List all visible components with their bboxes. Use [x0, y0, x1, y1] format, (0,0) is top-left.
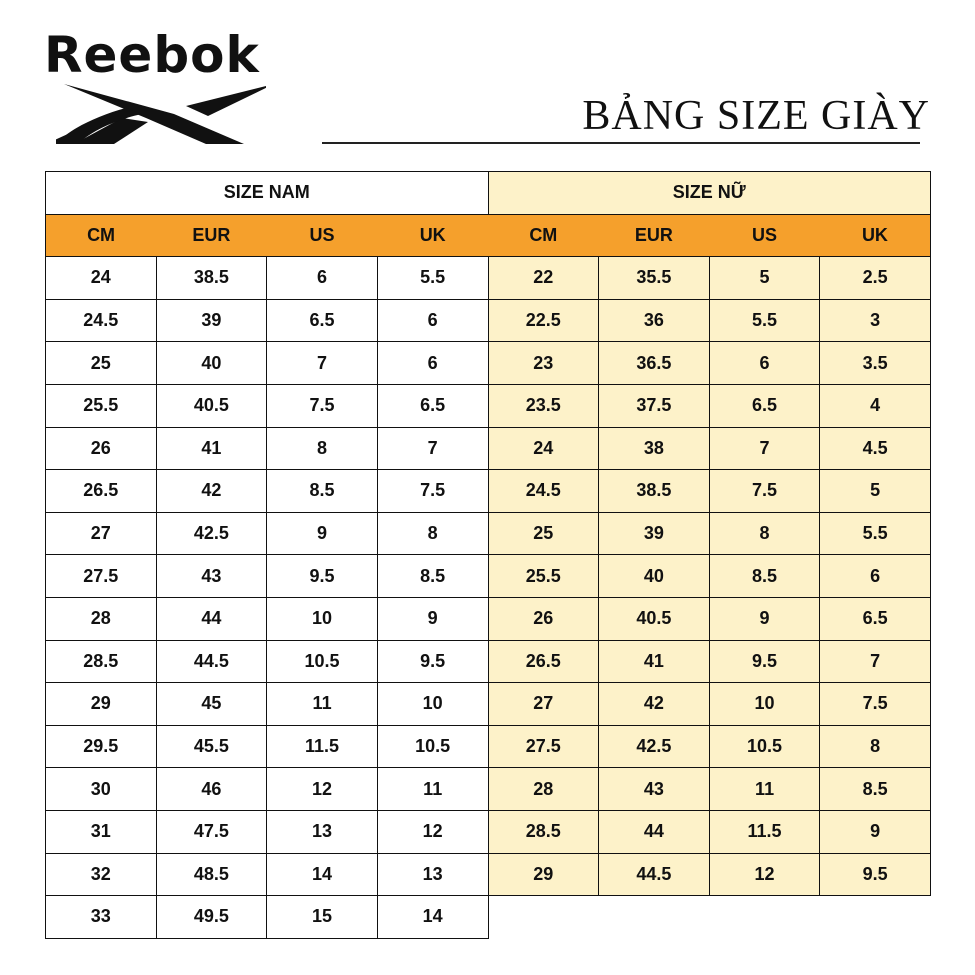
men-uk-cell: 7.5	[377, 470, 488, 513]
women-eur-cell: 36	[599, 299, 710, 342]
women-eur-cell: 39	[599, 512, 710, 555]
men-uk-cell: 8	[377, 512, 488, 555]
men-us-cell: 8	[267, 427, 378, 470]
men-eur-cell: 42	[156, 470, 267, 513]
women-us-cell: 11	[709, 768, 820, 811]
men-uk-cell: 6.5	[377, 384, 488, 427]
group-header-row	[46, 172, 931, 215]
women-cm-cell: 22	[488, 257, 599, 300]
men-uk-cell: 6	[377, 299, 488, 342]
women-cm-cell: 26.5	[488, 640, 599, 683]
men-cm-cell: 29.5	[46, 725, 157, 768]
men-cm-cell: 24.5	[46, 299, 157, 342]
men-us-cell: 6.5	[267, 299, 378, 342]
men-uk-cell: 10	[377, 683, 488, 726]
women-cm-cell: 28.5	[488, 810, 599, 853]
women-cm-cell: 22.5	[488, 299, 599, 342]
table-row	[46, 810, 931, 853]
table-row	[46, 640, 931, 683]
men-cm-header: CM	[46, 214, 157, 257]
men-eur-cell: 42.5	[156, 512, 267, 555]
table-row	[46, 512, 931, 555]
men-eur-cell: 47.5	[156, 810, 267, 853]
men-us-cell: 15	[267, 896, 378, 939]
men-cm-cell: 27	[46, 512, 157, 555]
men-eur-cell: 39	[156, 299, 267, 342]
women-cm-cell: 28	[488, 768, 599, 811]
women-uk-cell: 9	[820, 810, 931, 853]
women-eur-cell: 37.5	[599, 384, 710, 427]
men-us-cell: 10	[267, 597, 378, 640]
title-divider	[322, 142, 920, 144]
men-size-header: SIZE NAM	[46, 172, 489, 215]
men-uk-cell: 9	[377, 597, 488, 640]
table-row	[46, 384, 931, 427]
women-eur-cell: 38.5	[599, 470, 710, 513]
women-uk-cell: 9.5	[820, 853, 931, 896]
women-uk-cell: 8.5	[820, 768, 931, 811]
column-header-row	[46, 214, 931, 257]
men-eur-cell: 44	[156, 597, 267, 640]
women-eur-cell: 43	[599, 768, 710, 811]
women-uk-cell: 4.5	[820, 427, 931, 470]
women-uk-cell: 7	[820, 640, 931, 683]
women-uk-cell: 8	[820, 725, 931, 768]
women-eur-cell: 36.5	[599, 342, 710, 385]
women-us-cell: 7	[709, 427, 820, 470]
men-uk-cell: 5.5	[377, 257, 488, 300]
women-us-cell: 12	[709, 853, 820, 896]
empty-cell	[488, 896, 931, 939]
table-row	[46, 342, 931, 385]
women-us-cell: 10.5	[709, 725, 820, 768]
men-eur-cell: 46	[156, 768, 267, 811]
men-eur-header: EUR	[156, 214, 267, 257]
table-row	[46, 725, 931, 768]
women-uk-cell: 3.5	[820, 342, 931, 385]
women-us-cell: 6	[709, 342, 820, 385]
table-row	[46, 896, 931, 939]
women-cm-header: CM	[488, 214, 599, 257]
men-eur-cell: 45	[156, 683, 267, 726]
table-row	[46, 683, 931, 726]
men-cm-cell: 25	[46, 342, 157, 385]
brand-wordmark: Reebok	[44, 26, 260, 84]
men-uk-cell: 9.5	[377, 640, 488, 683]
women-cm-cell: 27.5	[488, 725, 599, 768]
women-us-cell: 9.5	[709, 640, 820, 683]
women-eur-cell: 42.5	[599, 725, 710, 768]
table-row	[46, 555, 931, 598]
men-eur-cell: 43	[156, 555, 267, 598]
men-us-cell: 7.5	[267, 384, 378, 427]
women-us-cell: 5.5	[709, 299, 820, 342]
women-cm-cell: 25.5	[488, 555, 599, 598]
men-eur-cell: 41	[156, 427, 267, 470]
women-cm-cell: 27	[488, 683, 599, 726]
men-uk-cell: 7	[377, 427, 488, 470]
table-row	[46, 427, 931, 470]
men-cm-cell: 24	[46, 257, 157, 300]
men-us-cell: 13	[267, 810, 378, 853]
women-cm-cell: 26	[488, 597, 599, 640]
men-uk-header: UK	[377, 214, 488, 257]
women-eur-cell: 44.5	[599, 853, 710, 896]
men-uk-cell: 8.5	[377, 555, 488, 598]
men-us-header: US	[267, 214, 378, 257]
women-cm-cell: 23	[488, 342, 599, 385]
women-uk-cell: 6.5	[820, 597, 931, 640]
men-uk-cell: 12	[377, 810, 488, 853]
table-row	[46, 853, 931, 896]
women-eur-cell: 38	[599, 427, 710, 470]
women-eur-cell: 35.5	[599, 257, 710, 300]
women-us-cell: 11.5	[709, 810, 820, 853]
men-cm-cell: 25.5	[46, 384, 157, 427]
women-us-cell: 10	[709, 683, 820, 726]
women-eur-cell: 40.5	[599, 597, 710, 640]
women-cm-cell: 24.5	[488, 470, 599, 513]
men-cm-cell: 32	[46, 853, 157, 896]
women-cm-cell: 23.5	[488, 384, 599, 427]
table-row	[46, 299, 931, 342]
men-us-cell: 8.5	[267, 470, 378, 513]
men-us-cell: 7	[267, 342, 378, 385]
men-uk-cell: 6	[377, 342, 488, 385]
reebok-vector-icon	[56, 82, 266, 144]
women-eur-cell: 41	[599, 640, 710, 683]
page-title: BẢNG SIZE GIÀY	[582, 93, 930, 139]
men-cm-cell: 31	[46, 810, 157, 853]
men-cm-cell: 26.5	[46, 470, 157, 513]
women-uk-cell: 3	[820, 299, 931, 342]
table-row	[46, 257, 931, 300]
men-cm-cell: 27.5	[46, 555, 157, 598]
women-size-header: SIZE NỮ	[488, 172, 931, 215]
men-eur-cell: 40.5	[156, 384, 267, 427]
women-us-cell: 7.5	[709, 470, 820, 513]
women-cm-cell: 25	[488, 512, 599, 555]
table-row	[46, 470, 931, 513]
men-cm-cell: 29	[46, 683, 157, 726]
men-us-cell: 11	[267, 683, 378, 726]
men-uk-cell: 10.5	[377, 725, 488, 768]
table-row	[46, 768, 931, 811]
men-us-cell: 14	[267, 853, 378, 896]
men-uk-cell: 14	[377, 896, 488, 939]
women-uk-header: UK	[820, 214, 931, 257]
men-us-cell: 9.5	[267, 555, 378, 598]
women-uk-cell: 6	[820, 555, 931, 598]
men-us-cell: 11.5	[267, 725, 378, 768]
men-cm-cell: 28	[46, 597, 157, 640]
men-us-cell: 9	[267, 512, 378, 555]
women-us-cell: 9	[709, 597, 820, 640]
size-chart-table	[45, 171, 931, 939]
men-cm-cell: 26	[46, 427, 157, 470]
women-eur-cell: 42	[599, 683, 710, 726]
women-us-cell: 8	[709, 512, 820, 555]
women-us-header: US	[709, 214, 820, 257]
women-cm-cell: 29	[488, 853, 599, 896]
women-us-cell: 6.5	[709, 384, 820, 427]
men-eur-cell: 40	[156, 342, 267, 385]
men-cm-cell: 33	[46, 896, 157, 939]
women-uk-cell: 2.5	[820, 257, 931, 300]
men-cm-cell: 28.5	[46, 640, 157, 683]
men-cm-cell: 30	[46, 768, 157, 811]
women-eur-cell: 40	[599, 555, 710, 598]
men-us-cell: 10.5	[267, 640, 378, 683]
women-uk-cell: 4	[820, 384, 931, 427]
men-eur-cell: 49.5	[156, 896, 267, 939]
men-us-cell: 6	[267, 257, 378, 300]
reebok-logo	[44, 28, 274, 146]
women-us-cell: 8.5	[709, 555, 820, 598]
men-uk-cell: 13	[377, 853, 488, 896]
women-eur-header: EUR	[599, 214, 710, 257]
men-eur-cell: 48.5	[156, 853, 267, 896]
table-row	[46, 597, 931, 640]
men-eur-cell: 45.5	[156, 725, 267, 768]
men-uk-cell: 11	[377, 768, 488, 811]
women-uk-cell: 5	[820, 470, 931, 513]
women-eur-cell: 44	[599, 810, 710, 853]
women-uk-cell: 5.5	[820, 512, 931, 555]
men-eur-cell: 38.5	[156, 257, 267, 300]
women-cm-cell: 24	[488, 427, 599, 470]
men-us-cell: 12	[267, 768, 378, 811]
women-uk-cell: 7.5	[820, 683, 931, 726]
men-eur-cell: 44.5	[156, 640, 267, 683]
women-us-cell: 5	[709, 257, 820, 300]
